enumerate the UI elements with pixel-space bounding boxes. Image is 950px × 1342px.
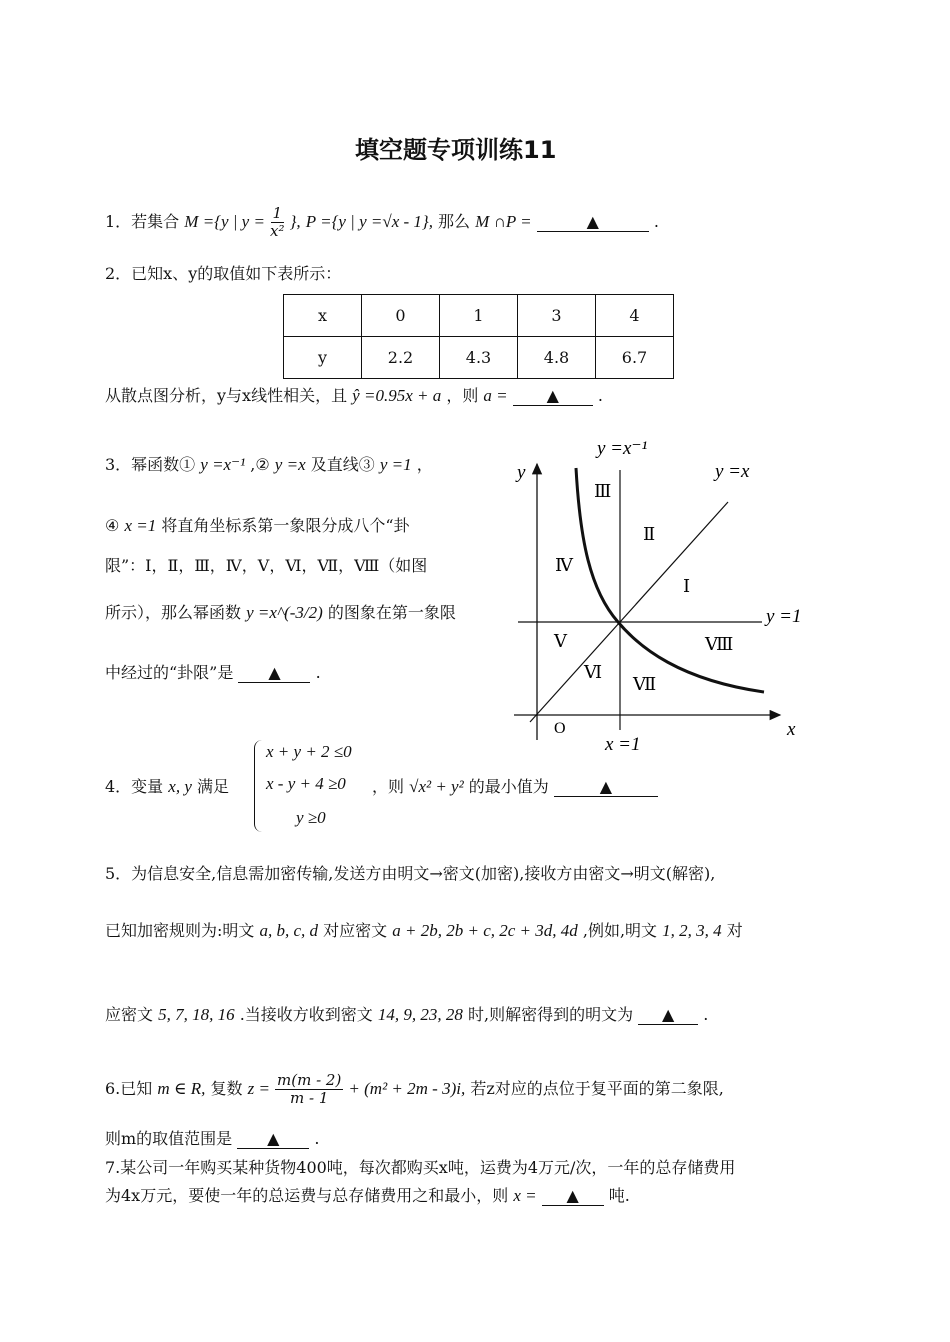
region-VII: Ⅶ: [633, 674, 657, 694]
q5-example-cipher: 5, 7, 18, 16: [158, 1005, 235, 1024]
table-row: [284, 295, 674, 337]
q3-text: ④: [105, 516, 120, 535]
q6-tail: 若z对应的点位于复平面的第二象限,: [470, 1079, 724, 1098]
q5-example-plain: 1, 2, 3, 4: [662, 921, 722, 940]
q4-lead-group: [105, 774, 229, 797]
q6-z: z =: [247, 1079, 270, 1098]
question-1: [105, 205, 659, 240]
q3-func-2: y =x: [274, 455, 306, 474]
q3-func-1: y =x⁻¹: [200, 455, 246, 474]
q2-lead: 2．已知x、y的取值如下表所示：: [105, 264, 342, 283]
q7-line2: [105, 1183, 630, 1206]
label-line: y =x: [715, 461, 750, 482]
q5-line1: 5．为信息安全,信息需加密传输,发送方由明文→密文(加密),接收方由密文→明文(解密),: [105, 864, 716, 883]
q5-received-cipher: 14, 9, 23, 28: [377, 1005, 463, 1024]
table-cell: y: [284, 337, 362, 379]
q4-expr: √x² + y²: [409, 777, 464, 796]
q7-answer-blank[interactable]: ▲: [542, 1187, 604, 1206]
q4-constraint-2: x - y + 4 ≥0: [266, 774, 346, 793]
q6-rest: + (m² + 2m - 3)i,: [348, 1079, 466, 1098]
q5-text: 已知加密规则为:明文: [105, 921, 255, 940]
q3-answer-blank[interactable]: ▲: [238, 664, 310, 683]
q2-line2-then: ，则: [446, 386, 479, 405]
region-VI: Ⅵ: [584, 662, 603, 682]
q1-tail: 那么: [438, 212, 471, 231]
q4-lead: 4．变量: [105, 777, 164, 796]
q5-cipher-rule: a + 2b, 2b + c, 2c + 3d, 4d: [392, 921, 578, 940]
axis-label-x: x: [787, 719, 796, 740]
q7-end: 吨.: [608, 1186, 630, 1205]
q4-vars: x, y: [168, 777, 192, 796]
table-cell: 4.3: [440, 337, 518, 379]
q2-line2-text: 从散点图分析，y与x线性相关，且: [105, 386, 348, 405]
q4-tail2: 的最小值为: [468, 777, 549, 796]
q1-expr: M ∩P =: [475, 212, 532, 231]
q6-cond: m ∈ R,: [157, 1079, 206, 1098]
q3-line5: [105, 660, 321, 683]
q6-frac-den: m - 1: [289, 1089, 329, 1107]
curve-inverse: [576, 468, 764, 692]
q3-text: 及直线③: [310, 455, 375, 474]
q5-line2: [105, 918, 743, 941]
q2-regression-eq: ŷ =0.95x + a: [352, 386, 442, 405]
q6-fraction: [275, 1072, 343, 1107]
q5-text: 对: [726, 921, 743, 940]
table-cell: 4: [596, 295, 674, 337]
table-cell: 4.8: [518, 337, 596, 379]
table-cell: 3: [518, 295, 596, 337]
q3-func-3: y =1: [379, 455, 412, 474]
q4-constraint-3: y ≥0: [296, 808, 326, 827]
q3-text: 将直角坐标系第一象限分成八个“卦: [161, 516, 410, 535]
q7-ask: x =: [513, 1186, 537, 1205]
page-title: 填空题专项训练11: [355, 136, 557, 164]
q6-end: .: [314, 1129, 320, 1148]
q2-ask: a =: [483, 386, 508, 405]
q3-end: .: [315, 663, 321, 682]
q4-brace: [254, 740, 265, 832]
q2-end: .: [597, 386, 603, 405]
table-cell: x: [284, 295, 362, 337]
q3-line4: [105, 600, 456, 623]
label-x1: x =1: [605, 734, 641, 755]
label-curve: y =x⁻¹: [597, 438, 648, 459]
q4-tail: ，则: [372, 777, 405, 796]
q3-text: ，: [416, 455, 433, 474]
q3-text: 的图象在第一象限: [327, 603, 456, 622]
region-IV: Ⅳ: [555, 555, 573, 575]
region-VIII: Ⅷ: [705, 634, 734, 654]
q4-answer-blank[interactable]: ▲: [554, 778, 658, 797]
q3-line3: 限”：Ⅰ，Ⅱ，Ⅲ，Ⅳ，Ⅴ，Ⅵ，Ⅶ，Ⅷ（如图: [105, 556, 428, 575]
q3-line1: [105, 452, 433, 475]
q1-set-p: P ={y | y =√x - 1},: [305, 212, 433, 231]
q6-answer-blank[interactable]: ▲: [237, 1130, 309, 1149]
q3-text: 所示），那么幂函数: [105, 603, 242, 622]
q6-line2: [105, 1126, 319, 1149]
xy-table: [283, 294, 674, 379]
q5-line3: [105, 1002, 708, 1025]
label-y1: y =1: [766, 606, 802, 627]
q5-plain: a, b, c, d: [259, 921, 319, 940]
region-V: Ⅴ: [554, 631, 567, 651]
q3-func-4: x =1: [124, 516, 157, 535]
table-cell: 6.7: [596, 337, 674, 379]
q3-text: ,②: [250, 455, 270, 474]
q5-text: 应密文: [105, 1005, 154, 1024]
q1-answer-blank[interactable]: ▲: [537, 213, 649, 232]
q4-tail-group: [372, 774, 658, 797]
table-cell: 2.2: [362, 337, 440, 379]
q1-fraction: [270, 205, 284, 240]
q3-text: 中经过的“卦限”是: [105, 663, 234, 682]
origin-label: O: [554, 720, 566, 737]
table-row: [284, 337, 674, 379]
q2-line2: [105, 383, 603, 406]
q5-text: 对应密文: [323, 921, 388, 940]
q1-set-m: M ={y | y =: [184, 212, 265, 231]
q6-mid: 复数: [210, 1079, 243, 1098]
q1-set-m-end: },: [289, 212, 301, 231]
q5-text: 时,则解密得到的明文为: [467, 1005, 634, 1024]
q3-text: 3．幂函数①: [105, 455, 196, 474]
q1-frac-num: 1: [272, 204, 283, 222]
q4-constraint-1: x + y + 2 ≤0: [266, 742, 352, 761]
q5-end: .: [703, 1005, 709, 1024]
octant-graph: [500, 430, 830, 760]
q7-text: 为4x万元，要使一年的总运费与总存储费用之和最小，则: [105, 1186, 509, 1205]
q1-lead: 1．若集合: [105, 212, 180, 231]
q6-lead: 6.已知: [105, 1079, 153, 1098]
q1-frac-den: x²: [270, 222, 285, 240]
table-cell: 0: [362, 295, 440, 337]
q6-line1: [105, 1072, 724, 1107]
q5-text: .当接收方收到密文: [239, 1005, 373, 1024]
q6-frac-num: m(m - 2): [277, 1071, 342, 1089]
q4-mid: 满足: [196, 777, 229, 796]
region-II: Ⅱ: [643, 524, 656, 544]
q1-end: .: [653, 212, 659, 231]
axis-label-y: y: [517, 462, 526, 483]
q5-answer-blank[interactable]: ▲: [638, 1006, 698, 1025]
line-y-equals-x: [530, 502, 728, 722]
q7-line1: 7.某公司一年购买某种货物400吨，每次都购买x吨，运费为4万元/次，一年的总存储费用: [105, 1158, 736, 1177]
table-cell: 1: [440, 295, 518, 337]
q2-answer-blank[interactable]: ▲: [513, 387, 593, 406]
q3-func-5: y =x^(-3/2): [246, 603, 323, 622]
q3-line2: [105, 513, 410, 536]
region-III: Ⅲ: [594, 481, 612, 501]
q6-text: 则m的取值范围是: [105, 1129, 233, 1148]
q5-text: ,例如,明文: [582, 921, 658, 940]
region-I: Ⅰ: [683, 576, 691, 596]
